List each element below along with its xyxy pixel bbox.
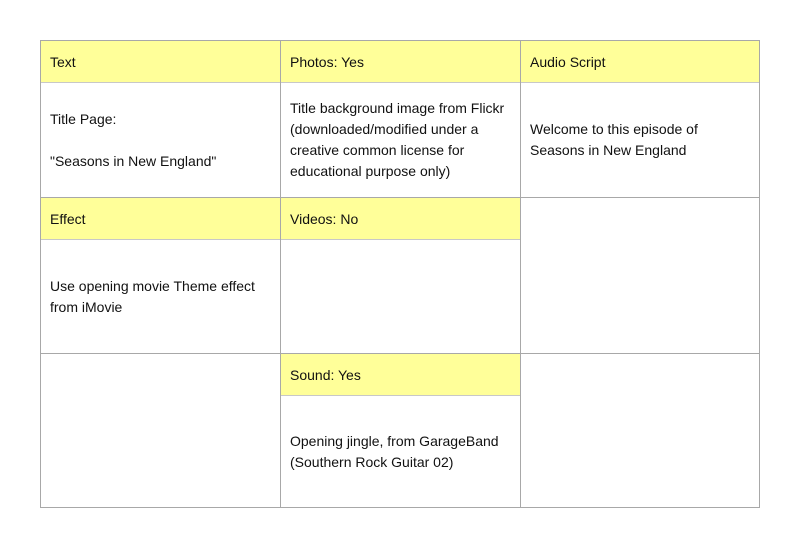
photos-header (281, 41, 520, 83)
audio-script-header (521, 41, 759, 83)
videos-block (281, 198, 520, 354)
empty-cell (41, 354, 280, 507)
videos-header (281, 198, 520, 240)
audio-script-content (521, 83, 759, 197)
effect-line: Use opening movie Theme effect (50, 277, 255, 294)
empty-cell (521, 198, 759, 354)
photos-line: educational purpose only) (290, 163, 451, 179)
sound-line: Opening jingle, from GarageBand (290, 432, 499, 449)
storyboard-column-2 (281, 41, 521, 507)
videos-content (281, 240, 520, 353)
sound-header (281, 354, 520, 396)
sound-header-label: Sound: Yes (290, 366, 361, 383)
photos-content (281, 83, 520, 197)
effect-content (41, 240, 280, 353)
audio-script-line: Seasons in New England (530, 142, 687, 158)
title-page-value: "Seasons in New England" (50, 152, 217, 169)
title-page-label: Title Page: (50, 110, 117, 127)
photos-line: creative common license for (290, 142, 465, 158)
storyboard-table (40, 40, 760, 508)
photos-line: Title background image from Flickr (290, 100, 505, 116)
text-header-label: Text (50, 53, 76, 70)
effect-header (41, 198, 280, 240)
sound-line: (Southern Rock Guitar 02) (290, 453, 454, 470)
storyboard-column-1 (41, 41, 281, 507)
effect-header-label: Effect (50, 210, 86, 227)
effect-line: from iMovie (50, 298, 123, 315)
text-header (41, 41, 280, 83)
photos-header-label: Photos: Yes (290, 53, 364, 70)
storyboard-column-3 (521, 41, 759, 507)
sound-block (281, 354, 520, 507)
text-content (41, 83, 280, 197)
photos-line: (downloaded/modified under a (290, 121, 479, 137)
sound-content (281, 396, 520, 507)
audio-script-header-label: Audio Script (530, 53, 606, 70)
audio-script-line: Welcome to this episode of (530, 121, 698, 137)
audio-script-block (521, 41, 759, 198)
empty-cell (521, 354, 759, 507)
photos-block (281, 41, 520, 198)
text-block (41, 41, 280, 198)
effect-block (41, 198, 280, 354)
videos-header-label: Videos: No (290, 210, 359, 227)
paragraph-gap (50, 130, 271, 151)
